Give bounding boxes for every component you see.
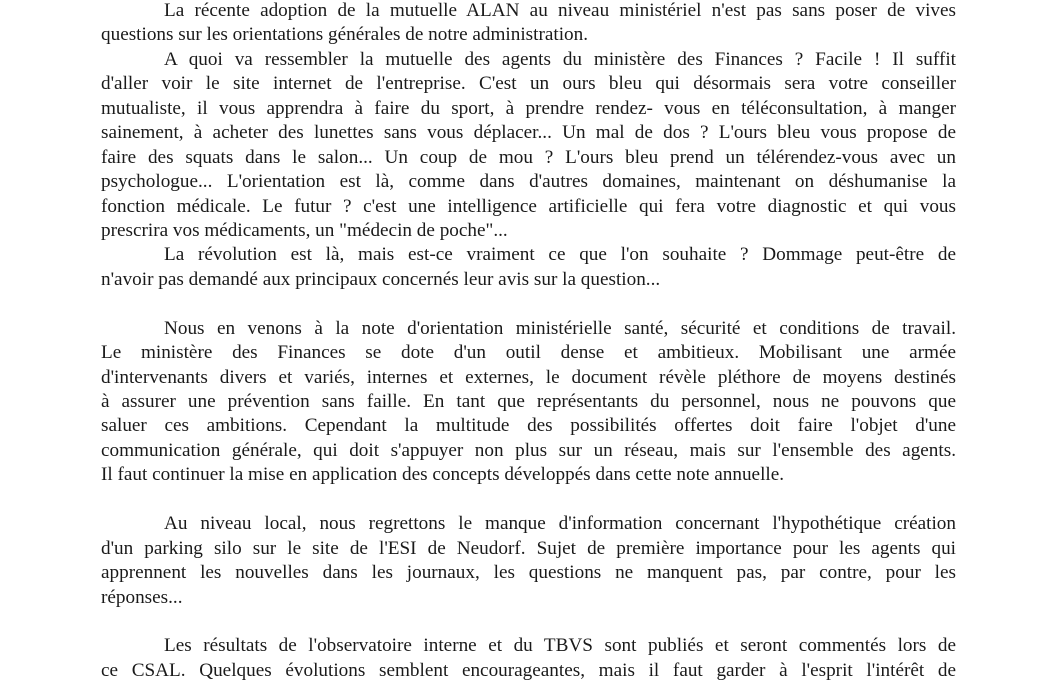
paragraph-note-orientation <box>101 317 956 488</box>
text-line: fonction médicale. Le futur ? c'est une intelligence artificielle qui fera votre diagnostic et qui vous <box>101 195 956 217</box>
text-line: ce CSAL. Quelques évolutions semblent encourageantes, mais il faut garder à l'esprit l'intérêt de <box>101 659 956 681</box>
paragraph-alan-adoption <box>101 0 956 48</box>
text-line: d'aller voir le site internet de l'entreprise. C'est un ours bleu qui désormais sera votre conseiller <box>101 73 956 95</box>
text-line: d'un parking silo sur le site de l'ESI de Neudorf. Sujet de première importance pour les agents qui <box>101 537 956 559</box>
paragraph-revolution <box>101 243 956 292</box>
text-line: Il faut continuer la mise en application des concepts développés dans cette note annuelle. <box>101 464 785 486</box>
paragraph-spacer <box>101 610 956 634</box>
text-line: psychologue... L'orientation est là, comme dans d'autres domaines, maintenant on déshumanise la <box>101 171 956 193</box>
text-line: saluer ces ambitions. Cependant la multitude des possibilités offertes doit faire l'objet d'une <box>101 415 956 437</box>
text-line: n'avoir pas demandé aux principaux concernés leur avis sur la question... <box>101 268 661 290</box>
text-line: communication générale, qui doit s'appuyer non plus sur un réseau, mais sur l'ensemble des agents. <box>101 439 956 461</box>
paragraph-parking-silo <box>101 512 956 610</box>
document-page <box>101 0 956 683</box>
text-line: à assurer une prévention sans faille. En tant que représentants du personnel, nous ne pouvons que <box>101 391 956 412</box>
text-line: faire des squats dans le salon... Un coup de mou ? L'ours bleu prend un télérendez-vous avec un <box>101 146 956 168</box>
text-line: La révolution est là, mais est-ce vraiment ce que l'on souhaite ? Dommage peut-être de <box>164 244 956 266</box>
text-line: Le ministère des Finances se dote d'un outil dense et ambitieux. Mobilisant une armée <box>101 342 956 364</box>
text-line: La récente adoption de la mutuelle ALAN au niveau ministériel n'est pas sans poser de vives <box>164 0 956 21</box>
text-line: prescrira vos médicaments, un "médecin de poche"... <box>101 219 508 241</box>
text-line: d'intervenants divers et variés, internes et externes, le document révèle pléthore de moyens destinés <box>101 366 956 388</box>
paragraph-spacer <box>101 488 956 512</box>
paragraph-ours-bleu <box>101 48 956 244</box>
text-line: mutualiste, il vous apprendra à faire du sport, à prendre rendez- vous en téléconsultation, à manger <box>101 97 956 119</box>
paragraph-observatoire <box>101 634 956 683</box>
text-line: A quoi va ressembler la mutuelle des agents du ministère des Finances ? Facile ! Il suffit <box>164 48 956 70</box>
text-line: apprennent les nouvelles dans les journaux, les questions ne manquent pas, par contre, pour les <box>101 562 956 584</box>
text-line: réponses... <box>101 586 183 608</box>
text-line: Les résultats de l'observatoire interne et du TBVS sont publiés et seront commentés lors de <box>164 635 956 657</box>
paragraph-spacer <box>101 292 956 316</box>
text-line: Nous en venons à la note d'orientation ministérielle santé, sécurité et conditions de travail. <box>164 317 956 339</box>
text-line: sainement, à acheter des lunettes sans vous déplacer... Un mal de dos ? L'ours bleu vous propose de <box>101 122 956 144</box>
text-line: questions sur les orientations générales de notre administration. <box>101 24 589 46</box>
text-line: Au niveau local, nous regrettons le manque d'information concernant l'hypothétique création <box>164 513 956 535</box>
